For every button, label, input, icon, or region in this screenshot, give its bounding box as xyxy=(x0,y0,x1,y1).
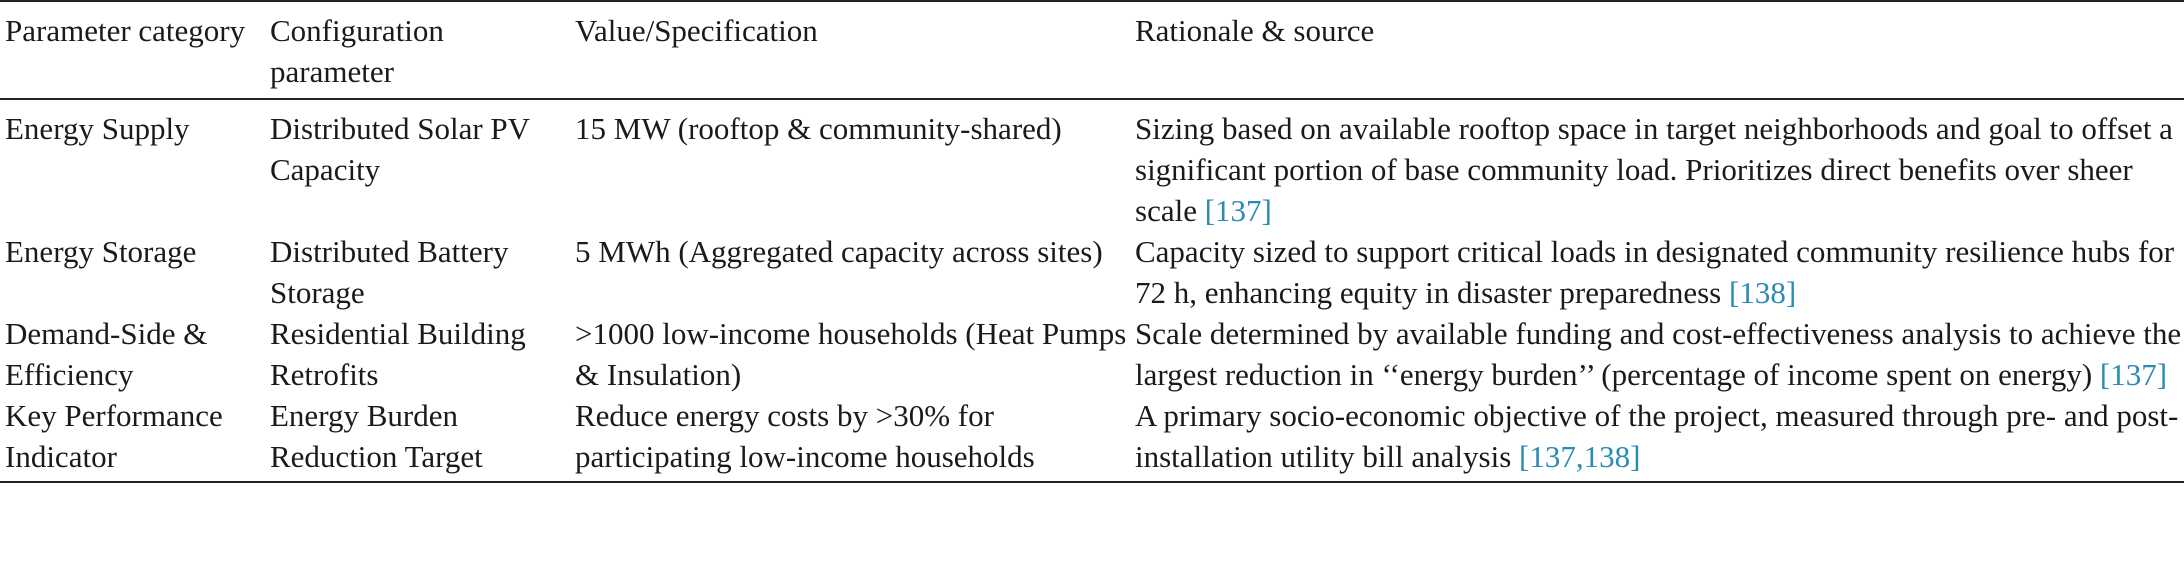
cell-value: 15 MW (rooftop & community-shared) xyxy=(575,111,1062,146)
cell-parameter: Residential Building Retrofits xyxy=(270,316,526,392)
header-value-specification: Value/Specification xyxy=(575,1,1135,99)
table-row xyxy=(0,313,2184,395)
cell-category: Energy Storage xyxy=(5,234,197,269)
citation-link[interactable]: [137] xyxy=(1204,193,1272,228)
rationale-text: Sizing based on available rooftop space in target neighborhoods and goal to offset a significant portion of base community load. Prioritizes direct benefits over sheer scale xyxy=(1135,111,2173,228)
cell-rationale xyxy=(1135,313,2184,395)
header-configuration-parameter: Configuration parameter xyxy=(270,1,575,99)
header-row xyxy=(0,1,2184,99)
table-body xyxy=(0,99,2184,482)
cell-parameter: Distributed Battery Storage xyxy=(270,234,509,310)
cell-rationale xyxy=(1135,99,2184,231)
citation-link[interactable]: [137] xyxy=(2099,357,2168,392)
cell-parameter: Distributed Solar PV Capacity xyxy=(270,111,530,187)
cell-category: Demand-Side & Efficiency xyxy=(5,316,208,392)
table-row xyxy=(0,395,2184,482)
cell-value: >1000 low-income households (Heat Pumps & Insulation) xyxy=(575,316,1127,392)
header-rationale-source: Rationale & source xyxy=(1135,1,2184,99)
citation-link[interactable]: [138] xyxy=(1729,275,1797,310)
table-row xyxy=(0,99,2184,231)
cell-rationale xyxy=(1135,231,2184,313)
citation-link[interactable]: [137,138] xyxy=(1519,439,1641,474)
cell-value: 5 MWh (Aggregated capacity across sites) xyxy=(575,234,1103,269)
rationale-text: Capacity sized to support critical loads in designated community resilience hubs for 72 h, enhancing equity in disaster preparedness xyxy=(1135,234,2175,310)
header-parameter-category: Parameter category xyxy=(0,1,270,99)
table-header xyxy=(0,1,2184,99)
cell-parameter: Energy Burden Reduction Target xyxy=(270,398,483,474)
cell-category: Key Performance Indicator xyxy=(5,398,223,474)
cell-value: Reduce energy costs by >30% for participating low-income households xyxy=(575,398,1035,474)
rationale-text: A primary socio-economic objective of the project, measured through pre- and post-installation utility bill analysis xyxy=(1135,398,2179,474)
cell-rationale xyxy=(1135,395,2184,482)
table-row xyxy=(0,231,2184,313)
cell-category: Energy Supply xyxy=(5,111,190,146)
rationale-text: Scale determined by available funding and cost-effectiveness analysis to achieve the largest reduction in ‘‘energy burden’’ (percentage of income spent on energy) xyxy=(1135,316,2182,392)
